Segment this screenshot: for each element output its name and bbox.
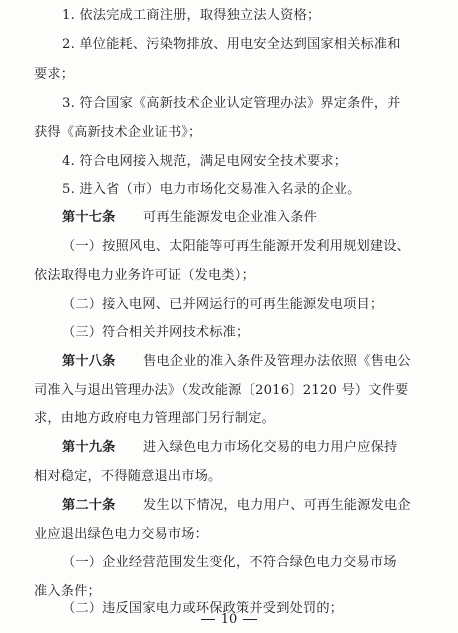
article-18-title: 第十八条: [62, 354, 116, 369]
item-1: 1. 依法完成工商注册，取得独立法人资格；: [62, 8, 321, 23]
article-18-text-line-1: 售电企业的准入条件及管理办法依照《售电公: [143, 354, 411, 369]
article-17-clause-1-line-1: （一）按照风电、太阳能等可再生能源开发利用规划建设、: [62, 239, 411, 254]
item-2-line-1: 2. 单位能耗、污染物排放、用电安全达到国家相关标准和: [62, 37, 401, 52]
item-4: 4. 符合电网接入规范，满足电网安全技术要求；: [62, 154, 348, 169]
article-20-text-line-2: 业应退出绿色电力交易市场：: [34, 527, 209, 542]
article-19-text-line-2: 相对稳定，不得随意退出市场。: [34, 469, 222, 484]
article-19-text-line-1: 进入绿色电力市场化交易的电力用户应保持: [143, 440, 398, 455]
article-17-text: 可再生能源发电企业准入条件: [143, 210, 318, 225]
page-footer: [0, 612, 458, 627]
article-17-clause-1-line-2: 依法取得电力业务许可证（发电类）；: [34, 268, 255, 283]
article-17-title: 第十七条: [62, 210, 116, 225]
item-3-line-1: 3. 符合国家《高新技术企业认定管理办法》界定条件，并: [62, 96, 401, 111]
footer-dash-left: [201, 619, 215, 620]
footer-dash-right: [243, 619, 257, 620]
article-19-title: 第十九条: [62, 440, 116, 455]
article-18-text-line-3: 求，由地方政府电力管理部门另行制定。: [34, 411, 275, 426]
article-20-clause-1-line-2: 准入条件；: [34, 584, 101, 599]
article-18-text-line-2: 司准入与退出管理办法》（发改能源〔2016〕2120 号）文件要: [34, 383, 409, 398]
article-20-title: 第二十条: [62, 498, 116, 513]
article-20-clause-1-line-1: （一）企业经营范围发生变化，不符合绿色电力交易市场: [62, 555, 397, 570]
page-number: 10: [220, 612, 238, 627]
article-17-clause-3: （三）符合相关并网技术标准；: [62, 325, 250, 340]
article-20-text-line-1: 发生以下情况，电力用户、可再生能源发电企: [143, 498, 411, 513]
item-5: 5. 进入省（市）电力市场化交易准入名录的企业。: [62, 182, 361, 197]
item-2-line-2: 要求；: [34, 67, 75, 82]
article-17-clause-2: （二）接入电网、已并网运行的可再生能源发电项目；: [62, 297, 384, 312]
article-20-clause-2: （二）违反国家电力或环保政策并受到处罚的；: [62, 601, 344, 616]
item-3-line-2: 获得《高新技术企业证书》；: [34, 125, 202, 140]
